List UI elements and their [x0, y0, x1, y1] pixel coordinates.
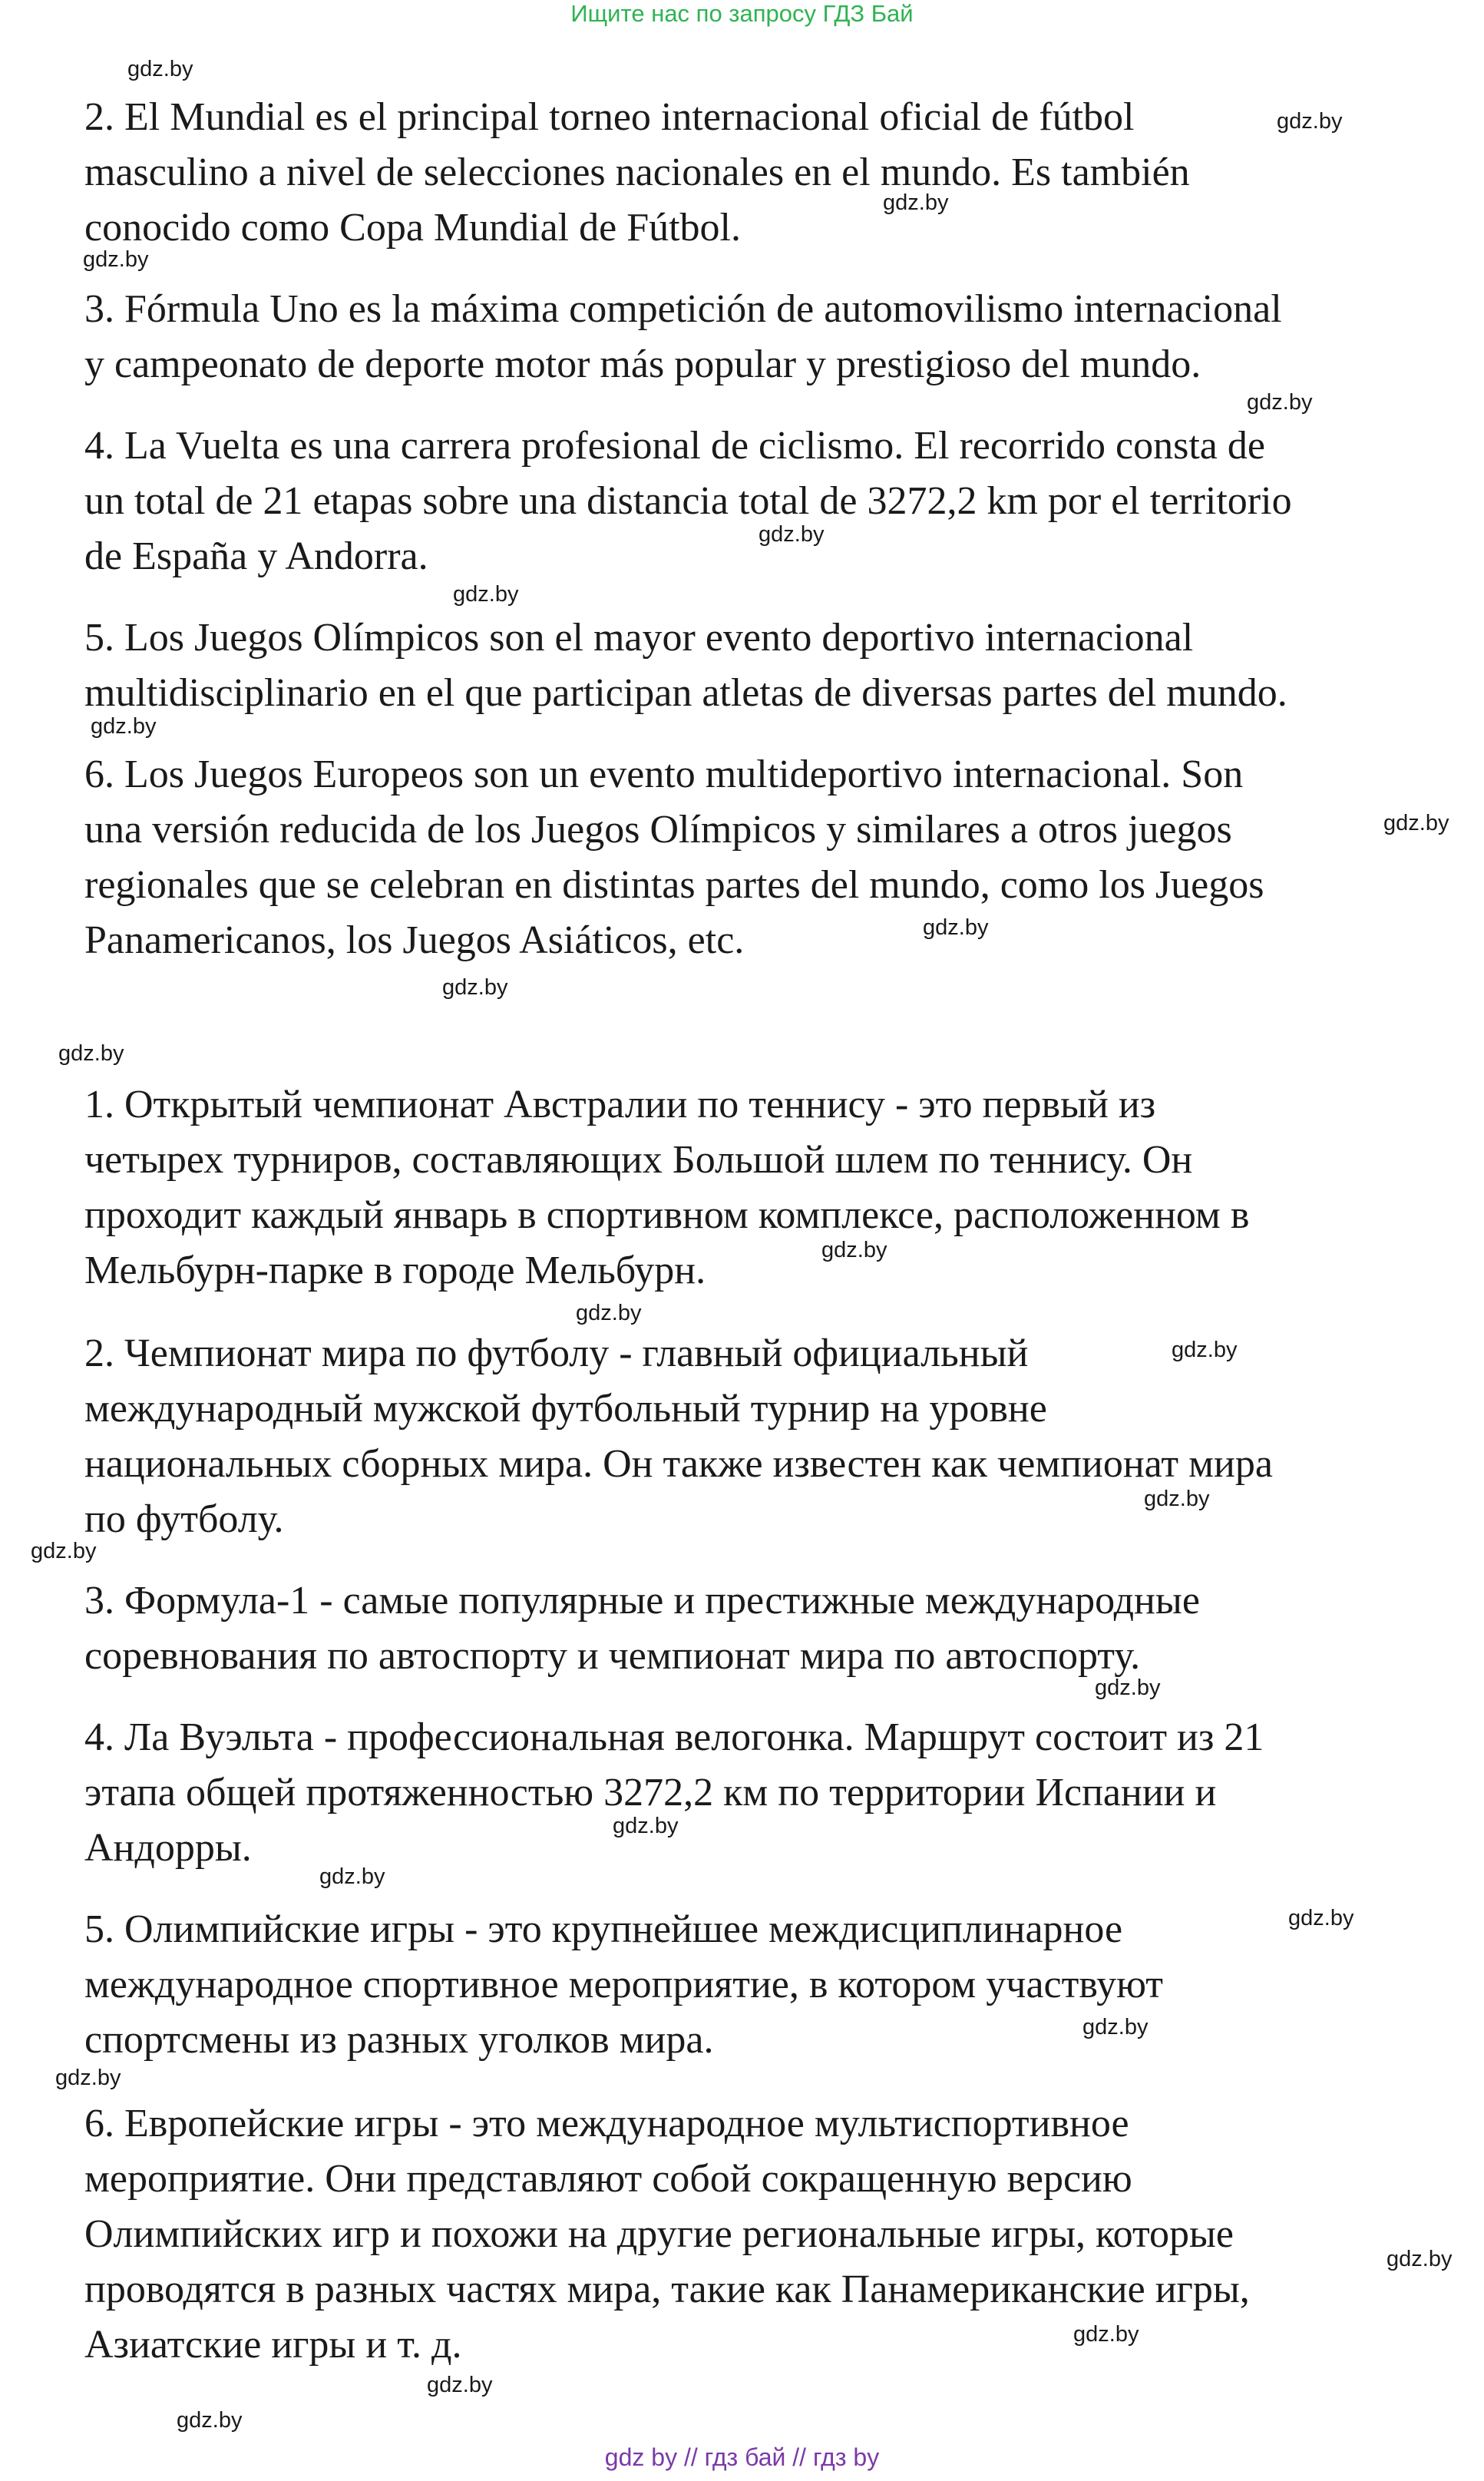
watermark: gdz.by	[453, 582, 519, 607]
text-line: Андорры.	[84, 1826, 252, 1870]
text-line: 6. Европейские игры - это международное мультиспортивное	[84, 2102, 1129, 2145]
text-line: этапа общей протяженностью 3272,2 км по территории Испании и	[84, 1771, 1217, 1814]
russian-paragraph-1	[84, 1077, 1459, 1298]
watermark: gdz.by	[1383, 811, 1449, 835]
text-line: conocido como Copa Mundial de Fútbol.	[84, 206, 742, 250]
text-line: четырех турниров, составляющих Большой шлем по теннису. Он	[84, 1138, 1193, 1182]
text-line: Олимпийских игр и похожи на другие региональные игры, которые	[84, 2212, 1234, 2256]
text-line: международное спортивное мероприятие, в котором участвуют	[84, 1963, 1163, 2006]
text-line: 4. Ла Вуэльта - профессиональная велогонка. Маршрут состоит из 21	[84, 1715, 1264, 1759]
watermark: gdz.by	[127, 57, 193, 81]
text-line: 2. Чемпионат мира по футболу - главный официальный	[84, 1331, 1029, 1375]
watermark: gdz.by	[1172, 1338, 1238, 1362]
spanish-paragraph-5	[84, 610, 1459, 721]
top-banner: Ищите нас по запросу ГДЗ Бай	[570, 0, 914, 27]
text-line: мероприятие. Они представляют собой сокращенную версию	[84, 2157, 1132, 2201]
watermark: gdz.by	[883, 190, 949, 215]
watermark: gdz.by	[31, 1539, 97, 1563]
watermark: gdz.by	[1073, 2322, 1139, 2347]
watermark: gdz.by	[1082, 2015, 1149, 2039]
text-line: de España y Andorra.	[84, 534, 428, 578]
text-line: una versión reducida de los Juegos Olímpicos y similares a otros juegos	[84, 808, 1232, 852]
watermark: gdz.by	[177, 2408, 243, 2433]
text-line: regionales que se celebran en distintas partes del mundo, como los Juegos	[84, 863, 1264, 907]
spanish-paragraph-6	[84, 747, 1459, 968]
text-line: проводятся в разных частях мира, такие как Панамериканские игры,	[84, 2268, 1250, 2311]
text-line: национальных сборных мира. Он также известен как чемпионат мира	[84, 1442, 1273, 1486]
watermark: gdz.by	[55, 2066, 121, 2090]
watermark: gdz.by	[442, 975, 508, 1000]
text-line: 6. Los Juegos Europeos son un evento multideportivo internacional. Son	[84, 753, 1244, 796]
spanish-paragraph-3	[84, 282, 1459, 392]
text-line: 1. Открытый чемпионат Австралии по теннису - это первый из	[84, 1083, 1156, 1126]
russian-paragraph-5	[84, 1902, 1459, 2068]
watermark: gdz.by	[427, 2373, 493, 2397]
text-line: Азиатские игры и т. д.	[84, 2323, 462, 2367]
watermark: gdz.by	[1144, 1487, 1210, 1511]
text-line: multidisciplinario en el que participan atletas de diversas partes del mundo.	[84, 671, 1287, 715]
footer-links: gdz by // гдз бай // гдз by	[604, 2443, 880, 2471]
watermark: gdz.by	[576, 1301, 642, 1325]
text-line: проходит каждый январь в спортивном комплексе, расположенном в	[84, 1193, 1250, 1237]
russian-paragraph-2	[84, 1326, 1459, 1547]
text-line: по футболу.	[84, 1497, 284, 1541]
russian-paragraph-6	[84, 2096, 1459, 2373]
text-line: 5. Los Juegos Olímpicos son el mayor evento deportivo internacional	[84, 616, 1194, 660]
text-line: спортсмены из разных уголков мира.	[84, 2018, 714, 2062]
watermark: gdz.by	[1386, 2247, 1453, 2271]
watermark: gdz.by	[923, 915, 989, 940]
spanish-paragraph-4	[84, 418, 1459, 584]
text-line: Мельбурн-парке в городе Мельбурн.	[84, 1249, 706, 1292]
watermark: gdz.by	[821, 1238, 887, 1262]
text-line: международный мужской футбольный турнир на уровне	[84, 1387, 1047, 1431]
text-line: 4. La Vuelta es una carrera profesional de ciclismo. El recorrido consta de	[84, 424, 1265, 468]
text-line: 5. Олимпийские игры - это крупнейшее междисциплинарное	[84, 1907, 1123, 1951]
watermark: gdz.by	[1247, 390, 1313, 415]
text-line: Panamericanos, los Juegos Asiáticos, etc.	[84, 918, 745, 962]
watermark: gdz.by	[319, 1864, 385, 1889]
text-line: 2. El Mundial es el principal torneo internacional oficial de fútbol	[84, 95, 1135, 139]
watermark: gdz.by	[1095, 1676, 1161, 1700]
text-line: соревнования по автоспорту и чемпионат мира по автоспорту.	[84, 1634, 1141, 1678]
watermark: gdz.by	[58, 1041, 124, 1066]
watermark: gdz.by	[1277, 109, 1343, 134]
text-line: 3. Формула-1 - самые популярные и престижные международные	[84, 1579, 1200, 1623]
watermark: gdz.by	[613, 1814, 679, 1838]
watermark: gdz.by	[91, 714, 157, 739]
watermark: gdz.by	[1288, 1906, 1354, 1930]
watermark: gdz.by	[83, 247, 149, 272]
text-line: masculino a nivel de selecciones nacionales en el mundo. Es también	[84, 151, 1190, 194]
spanish-paragraph-2	[84, 90, 1459, 256]
text-line: y campeonato de deporte motor más popular y prestigioso del mundo.	[84, 342, 1201, 386]
text-line: 3. Fórmula Uno es la máxima competición de automovilismo internacional	[84, 287, 1282, 331]
watermark: gdz.by	[759, 522, 825, 547]
russian-paragraph-3	[84, 1573, 1459, 1684]
text-line: un total de 21 etapas sobre una distancia total de 3272,2 km por el territorio	[84, 479, 1292, 523]
russian-paragraph-4	[84, 1710, 1459, 1876]
